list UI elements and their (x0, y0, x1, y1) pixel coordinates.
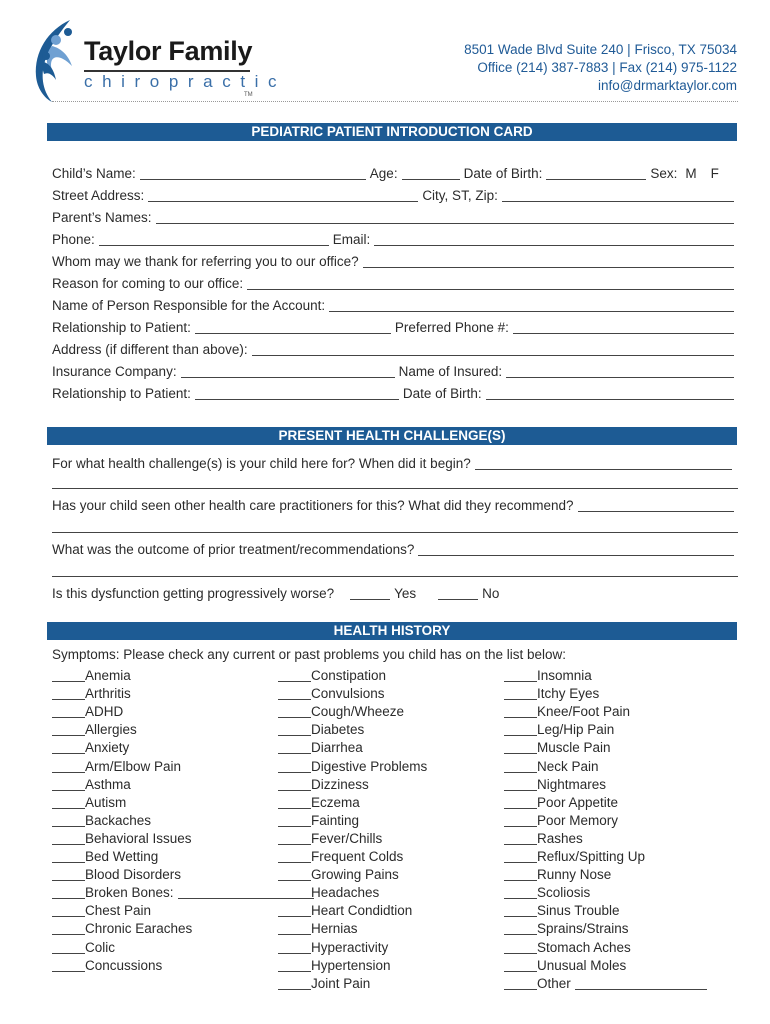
symptom-label: Frequent Colds (311, 849, 404, 865)
symptom-check-line[interactable] (504, 668, 537, 682)
q1-field[interactable] (475, 457, 732, 470)
symptom-item-headaches[interactable] (278, 884, 427, 902)
symptom-item-sinus-trouble[interactable] (504, 902, 707, 920)
q4-row (52, 582, 738, 602)
q4-no-label: No (482, 586, 500, 601)
q4-yes-label: Yes (394, 586, 417, 601)
relationship-row (52, 316, 738, 336)
symptom-item-joint-pain[interactable] (278, 975, 427, 993)
symptom-check-line[interactable] (52, 921, 85, 935)
symptom-label: Itchy Eyes (537, 686, 600, 702)
responsible-row (52, 294, 738, 314)
symptom-item-anxiety[interactable] (52, 739, 314, 757)
symptom-item-rashes[interactable] (504, 830, 707, 848)
symptom-check-line[interactable] (278, 795, 311, 809)
history-instructions (52, 643, 738, 663)
relationship-label: Relationship to Patient: (52, 320, 191, 335)
symptom-check-line[interactable] (504, 831, 537, 845)
symptom-check-line[interactable] (504, 759, 537, 773)
symptom-check-line[interactable] (504, 921, 537, 935)
symptom-label: Fever/Chills (311, 830, 383, 846)
q1-extra-line[interactable] (52, 488, 738, 489)
symptom-label: Muscle Pain (537, 740, 611, 756)
symptom-check-line[interactable] (52, 686, 85, 700)
clinic-address: 8501 Wade Blvd Suite 240 | Frisco, TX 75034 (464, 42, 737, 57)
symptom-item-nightmares[interactable] (504, 776, 707, 794)
symptom-item-asthma[interactable] (52, 776, 314, 794)
symptom-check-line[interactable] (504, 958, 537, 972)
street-row (52, 184, 738, 204)
clinic-phones: Office (214) 387-7883 | Fax (214) 975-1122 (477, 60, 737, 75)
insurance-label: Insurance Company: (52, 364, 177, 379)
symptom-label: Diabetes (311, 722, 365, 738)
symptom-label: Other (537, 975, 571, 991)
q3-field[interactable] (418, 543, 734, 556)
q3-row (52, 538, 738, 558)
symptom-label: Poor Appetite (537, 794, 619, 810)
symptom-check-line[interactable] (278, 921, 311, 935)
symptom-item-bed-wetting[interactable] (52, 848, 314, 866)
symptom-check-line[interactable] (278, 885, 311, 899)
symptom-item-frequent-colds[interactable] (278, 848, 427, 866)
symptom-item-fainting[interactable] (278, 812, 427, 830)
pref-phone-field[interactable] (513, 321, 734, 334)
symptom-item-colic[interactable] (52, 938, 314, 956)
symptom-label: Autism (85, 794, 127, 810)
q1-label: For what health challenge(s) is your child here for? When did it begin? (52, 456, 471, 471)
symptom-check-line[interactable] (504, 777, 537, 791)
symptom-check-line[interactable] (504, 849, 537, 863)
symptom-label: Insomnia (537, 668, 592, 684)
symptom-item-blood-disorders[interactable] (52, 866, 314, 884)
symptom-check-line[interactable] (504, 795, 537, 809)
symptom-check-line[interactable] (52, 813, 85, 827)
symptom-label: Reflux/Spitting Up (537, 849, 646, 865)
trademark: TM (244, 92, 253, 98)
dob-label: Date of Birth: (463, 166, 543, 181)
alt-address-field[interactable] (252, 343, 734, 356)
symptom-item-growing-pains[interactable] (278, 866, 427, 884)
reason-field[interactable] (247, 277, 734, 290)
symptom-item-insomnia[interactable] (504, 667, 707, 685)
symptom-label: Asthma (85, 776, 131, 792)
symptom-label: Behavioral Issues (85, 830, 192, 846)
referral-label: Whom may we thank for referring you to our office? (52, 254, 359, 269)
symptom-item-stomach-aches[interactable] (504, 938, 707, 956)
symptom-label: Constipation (311, 668, 387, 684)
q2-label: Has your child seen other health care practitioners for this? What did they recommend? (52, 498, 574, 513)
symptom-item-leg-hip-pain[interactable] (504, 721, 707, 739)
symptom-label: Runny Nose (537, 867, 612, 883)
symptom-label: Neck Pain (537, 758, 599, 774)
symptom-check-line[interactable] (504, 867, 537, 881)
symptom-item-broken-bones[interactable] (52, 884, 314, 902)
relationship-field[interactable] (195, 321, 391, 334)
reason-label: Reason for coming to our office: (52, 276, 244, 291)
symptom-label: Chronic Earaches (85, 921, 193, 937)
symptom-check-line[interactable] (278, 831, 311, 845)
symptom-check-line[interactable] (52, 958, 85, 972)
symptom-item-behavioral-issues[interactable] (52, 830, 314, 848)
symptom-item-backaches[interactable] (52, 812, 314, 830)
phone-label: Phone: (52, 232, 95, 247)
symptom-label: Hypertension (311, 957, 391, 973)
dob2-label: Date of Birth: (402, 386, 482, 401)
symptom-check-line[interactable] (52, 885, 85, 899)
symptom-check-line[interactable] (52, 740, 85, 754)
symptom-check-line[interactable] (504, 940, 537, 954)
symptom-check-line[interactable] (504, 813, 537, 827)
symptom-label: Backaches (85, 812, 152, 828)
symptom-item-reflux-spitting-up[interactable] (504, 848, 707, 866)
health-section-title: PRESENT HEALTH CHALLENGE(S) (47, 427, 737, 445)
city-field[interactable] (502, 189, 734, 202)
childs-name-label: Child’s Name: (52, 166, 136, 181)
sex-m-option[interactable]: M (685, 166, 697, 181)
symptom-check-line[interactable] (52, 867, 85, 881)
symptom-item-arthritis[interactable] (52, 685, 314, 703)
symptom-label: Joint Pain (311, 975, 371, 991)
symptom-check-line[interactable] (278, 740, 311, 754)
symptom-check-line[interactable] (278, 668, 311, 682)
symptom-check-line[interactable] (504, 722, 537, 736)
childs-name-row (52, 162, 738, 182)
symptom-item-eczema[interactable] (278, 794, 427, 812)
symptom-item-constipation[interactable] (278, 667, 427, 685)
symptom-label: Leg/Hip Pain (537, 722, 615, 738)
symptom-check-line[interactable] (52, 831, 85, 845)
symptom-item-neck-pain[interactable] (504, 757, 707, 775)
symptom-label: Cough/Wheeze (311, 704, 405, 720)
symptom-check-line[interactable] (52, 722, 85, 736)
symptom-label: Bed Wetting (85, 849, 159, 865)
symptom-label: Unusual Moles (537, 957, 627, 973)
insured-name-field[interactable] (506, 365, 734, 378)
symptom-label: Sprains/Strains (537, 921, 629, 937)
symptom-item-cough-wheeze[interactable] (278, 703, 427, 721)
symptom-label: Broken Bones: (85, 885, 174, 901)
symptom-item-hernias[interactable] (278, 920, 427, 938)
figures-logo-icon (30, 18, 76, 102)
sex-label: Sex: (650, 166, 678, 181)
symptom-label: Stomach Aches (537, 939, 631, 955)
brand-name: Taylor Family (84, 36, 253, 66)
symptom-item-chronic-earaches[interactable] (52, 920, 314, 938)
symptom-label: Heart Condidtion (311, 903, 413, 919)
age-label: Age: (369, 166, 398, 181)
symptom-check-line[interactable] (52, 940, 85, 954)
referral-row (52, 250, 738, 270)
symptom-item-adhd[interactable] (52, 703, 314, 721)
symptoms-column-2 (278, 667, 427, 993)
symptom-check-line[interactable] (278, 813, 311, 827)
symptom-check-line[interactable] (278, 958, 311, 972)
symptom-item-poor-memory[interactable] (504, 812, 707, 830)
symptom-item-heart-condidtion[interactable] (278, 902, 427, 920)
clinic-email[interactable]: info@drmarktaylor.com (598, 78, 737, 93)
symptom-check-line[interactable] (278, 777, 311, 791)
symptom-label: Knee/Foot Pain (537, 704, 631, 720)
symptom-item-diabetes[interactable] (278, 721, 427, 739)
symptom-label: Chest Pain (85, 903, 152, 919)
symptom-check-line[interactable] (278, 976, 311, 990)
alt-address-label: Address (if different than above): (52, 342, 248, 357)
symptom-check-line[interactable] (504, 885, 537, 899)
q2-row (52, 494, 738, 514)
symptom-check-line[interactable] (278, 686, 311, 700)
parents-label: Parent’s Names: (52, 210, 152, 225)
history-section-title: HEALTH HISTORY (47, 622, 737, 640)
symptom-item-allergies[interactable] (52, 721, 314, 739)
instructions-text: Symptoms: Please check any current or past problems you child has on the list below: (52, 647, 566, 662)
symptom-check-line[interactable] (278, 849, 311, 863)
city-label: City, ST, Zip: (422, 188, 498, 203)
symptom-item-arm-elbow-pain[interactable] (52, 757, 314, 775)
relationship2-label: Relationship to Patient: (52, 386, 191, 401)
insurance-row (52, 360, 738, 380)
symptom-item-hyperactivity[interactable] (278, 938, 427, 956)
symptom-check-line[interactable] (278, 704, 311, 718)
symptom-label: Nightmares (537, 776, 607, 792)
q3-extra-line[interactable] (52, 576, 738, 577)
symptom-check-line[interactable] (52, 777, 85, 791)
symptom-item-scoliosis[interactable] (504, 884, 707, 902)
symptom-label: Diarrhea (311, 740, 363, 756)
symptom-item-convulsions[interactable] (278, 685, 427, 703)
parents-field[interactable] (156, 211, 734, 224)
symptom-item-other[interactable] (504, 975, 707, 993)
symptom-check-line[interactable] (278, 759, 311, 773)
relationship2-field[interactable] (195, 387, 399, 400)
symptom-check-line[interactable] (504, 740, 537, 754)
symptom-label: Rashes (537, 830, 583, 846)
email-label: Email: (332, 232, 371, 247)
parents-row (52, 206, 738, 226)
insured-name-label: Name of Insured: (398, 364, 503, 379)
symptom-item-knee-foot-pain[interactable] (504, 703, 707, 721)
symptom-item-chest-pain[interactable] (52, 902, 314, 920)
insurance-field[interactable] (181, 365, 395, 378)
q1-row (52, 452, 738, 472)
symptom-check-line[interactable] (52, 903, 85, 917)
phone-field[interactable] (99, 233, 329, 246)
responsible-field[interactable] (329, 299, 734, 312)
symptom-item-diarrhea[interactable] (278, 739, 427, 757)
symptom-label: Scoliosis (537, 885, 591, 901)
symptom-check-line[interactable] (504, 976, 537, 990)
symptom-detail-field[interactable] (575, 976, 707, 990)
q4-label: Is this dysfunction getting progressively worse? (52, 586, 335, 601)
symptom-label: Eczema (311, 794, 360, 810)
reason-row (52, 272, 738, 292)
pref-phone-label: Preferred Phone #: (394, 320, 509, 335)
street-field[interactable] (148, 189, 418, 202)
symptom-check-line[interactable] (52, 849, 85, 863)
brand-subtitle: chiropractic (84, 72, 287, 91)
symptom-item-sprains-strains[interactable] (504, 920, 707, 938)
symptom-label: Convulsions (311, 686, 385, 702)
symptom-label: Digestive Problems (311, 758, 428, 774)
symptom-label: Headaches (311, 885, 380, 901)
symptom-item-dizziness[interactable] (278, 776, 427, 794)
intro-section-title: PEDIATRIC PATIENT INTRODUCTION CARD (47, 123, 737, 141)
symptom-label: Colic (85, 939, 116, 955)
street-label: Street Address: (52, 188, 145, 203)
symptom-label: Hyperactivity (311, 939, 389, 955)
responsible-label: Name of Person Responsible for the Account: (52, 298, 326, 313)
symptom-item-concussions[interactable] (52, 957, 314, 975)
phone-row (52, 228, 738, 248)
symptom-check-line[interactable] (278, 903, 311, 917)
symptom-check-line[interactable] (52, 795, 85, 809)
q4-yes-field[interactable] (350, 587, 390, 600)
symptom-item-autism[interactable] (52, 794, 314, 812)
header-divider (52, 101, 738, 102)
symptom-check-line[interactable] (504, 903, 537, 917)
symptoms-column-1 (52, 667, 314, 975)
symptom-check-line[interactable] (504, 704, 537, 718)
symptom-check-line[interactable] (52, 668, 85, 682)
symptom-label: Fainting (311, 812, 360, 828)
age-field[interactable] (402, 167, 460, 180)
q3-label: What was the outcome of prior treatment/recommendations? (52, 542, 415, 557)
symptom-check-line[interactable] (278, 940, 311, 954)
relationship2-row (52, 382, 738, 402)
symptom-label: Arthritis (85, 686, 131, 702)
sex-f-option[interactable]: F (710, 166, 719, 181)
dob-field[interactable] (546, 167, 646, 180)
q4-no-field[interactable] (438, 587, 478, 600)
symptoms-column-3 (504, 667, 707, 993)
symptom-label: Arm/Elbow Pain (85, 758, 182, 774)
symptom-check-line[interactable] (504, 686, 537, 700)
symptom-item-unusual-moles[interactable] (504, 957, 707, 975)
q2-extra-line[interactable] (52, 532, 738, 533)
referral-field[interactable] (363, 255, 734, 268)
symptom-label: Blood Disorders (85, 867, 182, 883)
symptom-item-digestive-problems[interactable] (278, 757, 427, 775)
symptom-label: Concussions (85, 957, 163, 973)
childs-name-field[interactable] (140, 167, 366, 180)
dob2-field[interactable] (486, 387, 734, 400)
symptom-item-itchy-eyes[interactable] (504, 685, 707, 703)
symptom-item-fever-chills[interactable] (278, 830, 427, 848)
q2-field[interactable] (578, 499, 734, 512)
symptom-item-muscle-pain[interactable] (504, 739, 707, 757)
symptom-label: Poor Memory (537, 812, 619, 828)
symptom-item-runny-nose[interactable] (504, 866, 707, 884)
symptom-label: Hernias (311, 921, 358, 937)
alt-address-row (52, 338, 738, 358)
symptom-label: Allergies (85, 722, 137, 738)
symptom-check-line[interactable] (52, 759, 85, 773)
symptom-item-anemia[interactable] (52, 667, 314, 685)
symptom-label: Growing Pains (311, 867, 399, 883)
symptom-label: Anemia (85, 668, 131, 684)
symptom-check-line[interactable] (52, 704, 85, 718)
symptom-check-line[interactable] (278, 722, 311, 736)
symptom-label: ADHD (85, 704, 124, 720)
symptom-label: Sinus Trouble (537, 903, 620, 919)
email-field[interactable] (374, 233, 734, 246)
symptom-item-hypertension[interactable] (278, 957, 427, 975)
symptom-item-poor-appetite[interactable] (504, 794, 707, 812)
symptom-label: Dizziness (311, 776, 369, 792)
symptom-check-line[interactable] (278, 867, 311, 881)
symptom-label: Anxiety (85, 740, 130, 756)
